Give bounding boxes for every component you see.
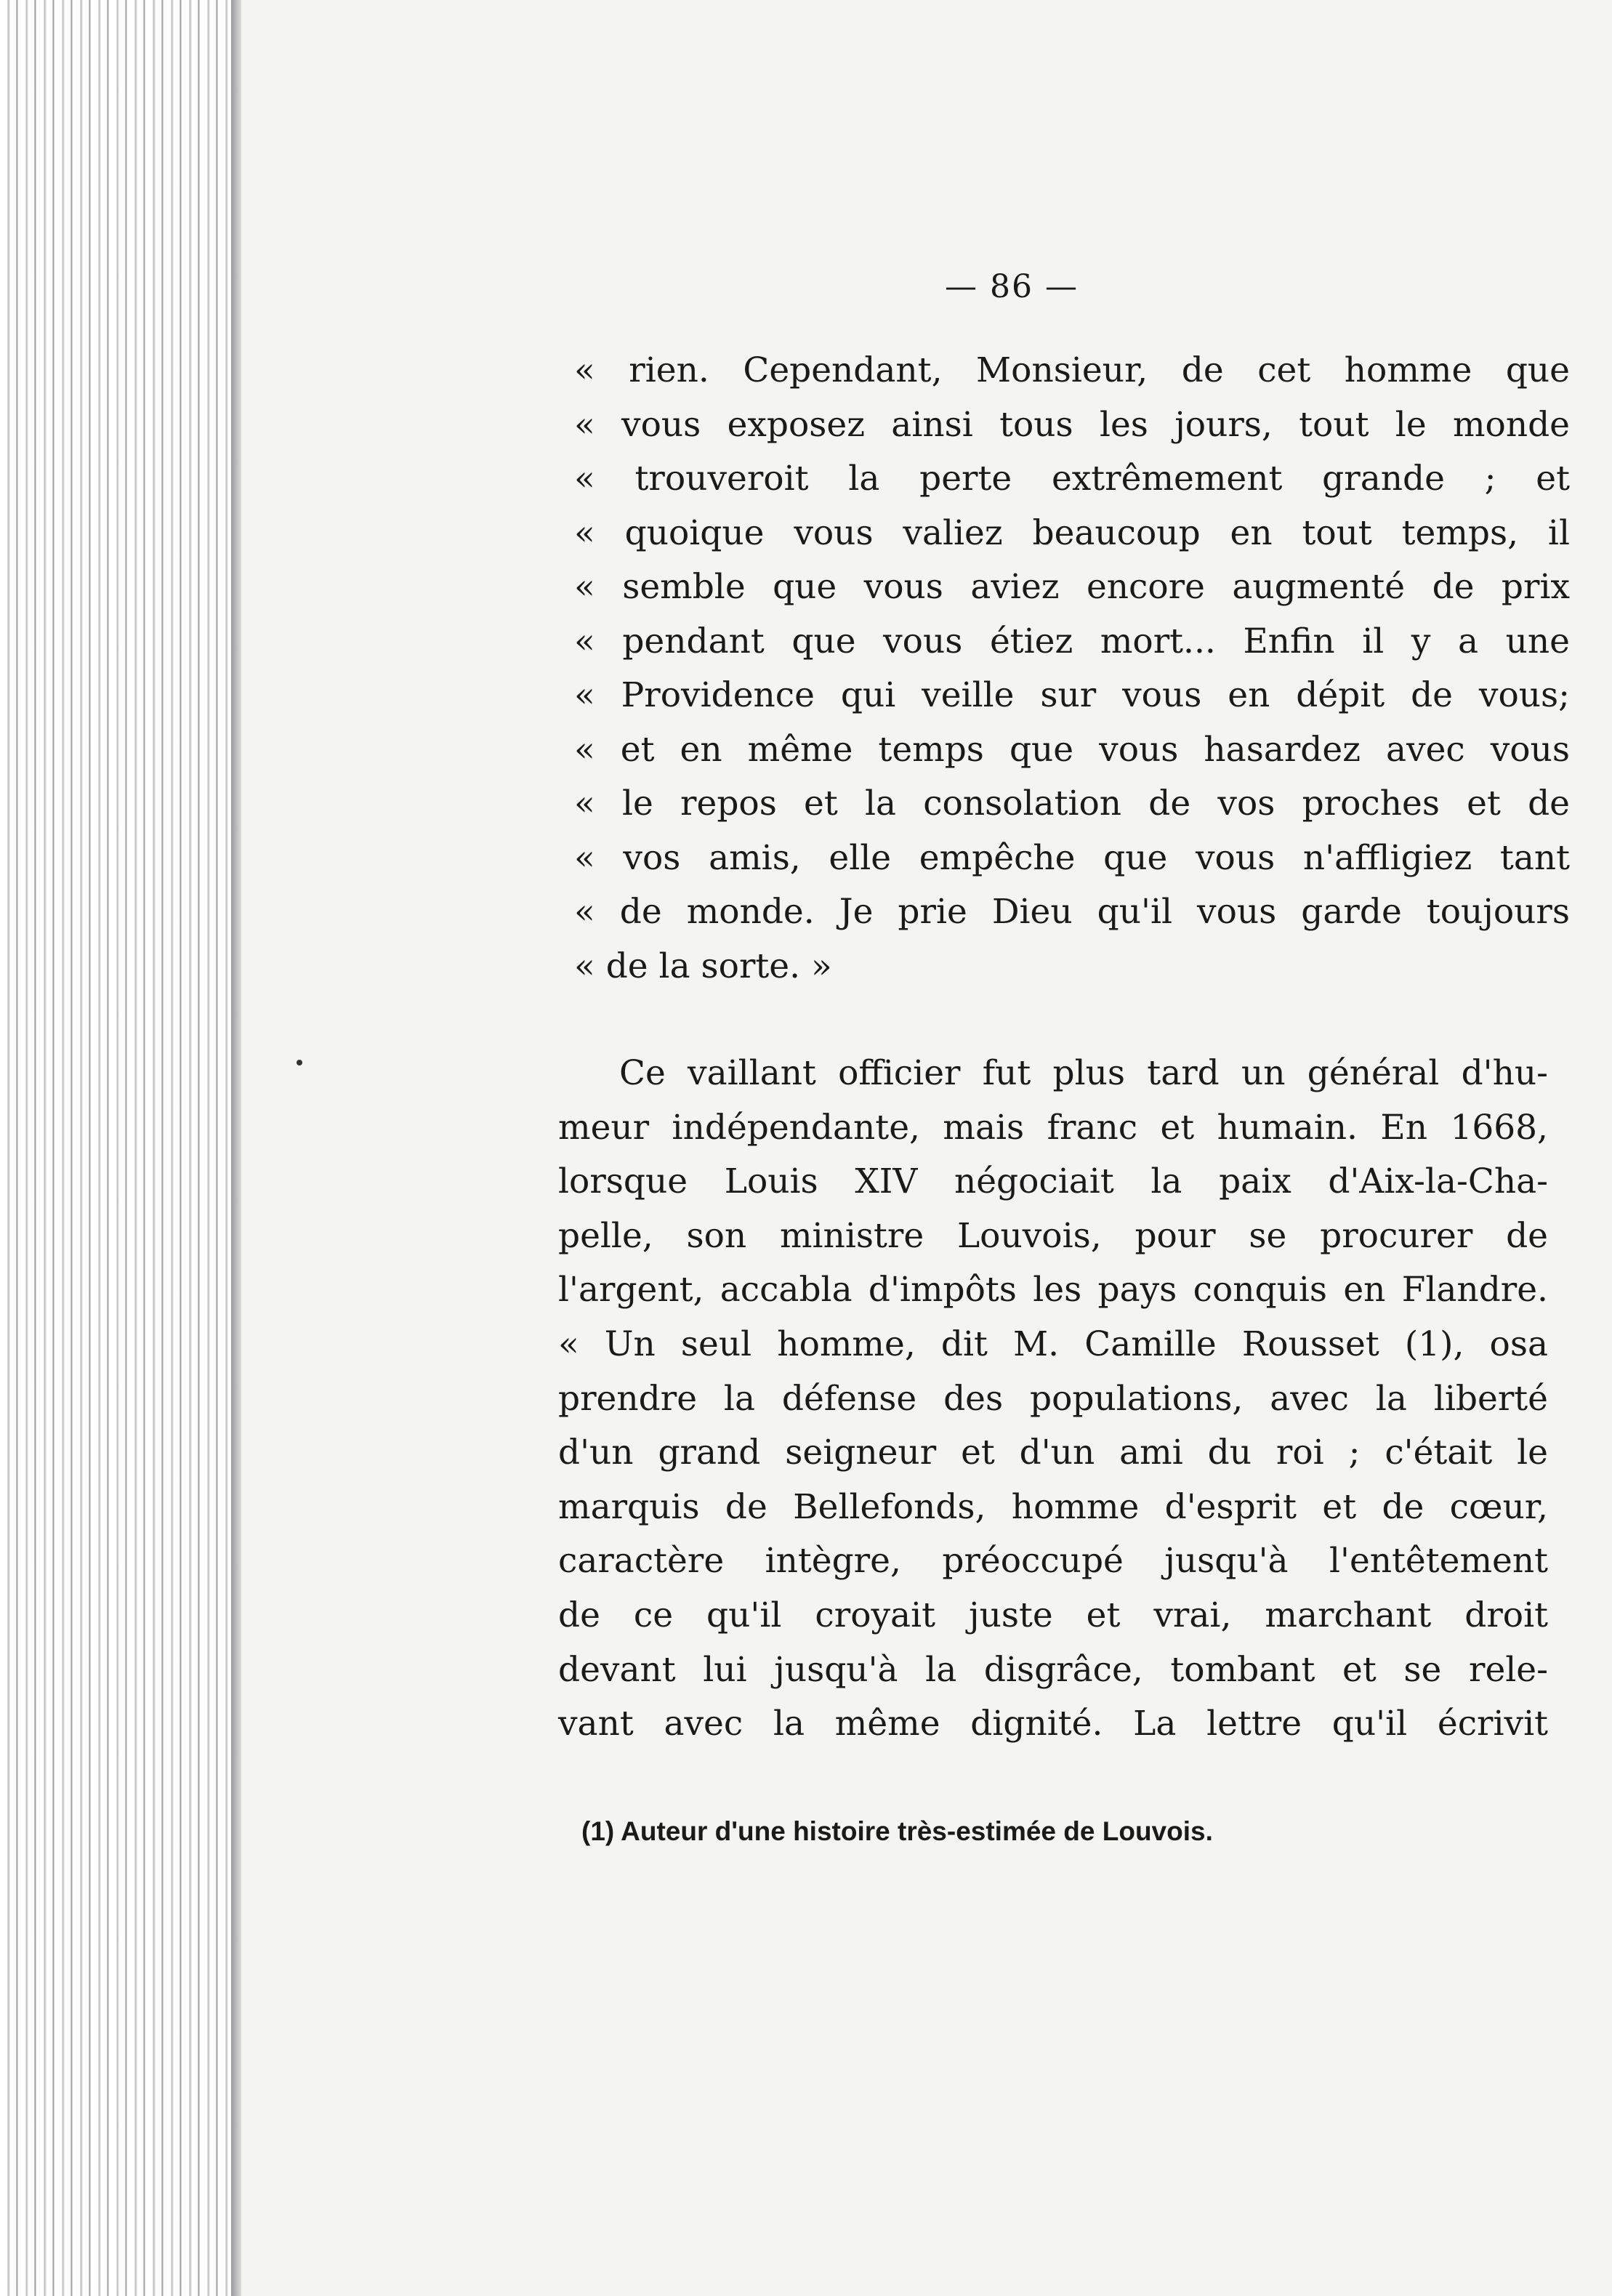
quote-line: « pendant que vous étiez mort... Enfin il y a une bbox=[574, 621, 1570, 661]
body-line: vant avec la même dignité. La lettre qu'il écrivit bbox=[558, 1704, 1548, 1744]
body-line: Ce vaillant officier fut plus tard un général d'hu- bbox=[619, 1053, 1548, 1093]
quote-line: « rien. Cependant, Monsieur, de cet homme que bbox=[574, 350, 1570, 390]
quote-line: « et en même temps que vous hasardez avec vous bbox=[574, 729, 1570, 770]
quote-line: « le repos et la consolation de vos proches et de bbox=[574, 784, 1570, 823]
quote-line: « quoique vous valiez beaucoup en tout temps, il bbox=[574, 512, 1570, 553]
body-line: pelle, son ministre Louvois, pour se procurer de bbox=[558, 1215, 1548, 1256]
quote-line: « vos amis, elle empêche que vous n'affligiez tant bbox=[574, 837, 1570, 878]
body-line: l'argent, accabla d'impôts les pays conquis en Flandre. bbox=[558, 1270, 1548, 1310]
page-number: — 86 — bbox=[945, 268, 1079, 305]
body-line: caractère intègre, préoccupé jusqu'à l'entêtement bbox=[558, 1541, 1548, 1582]
quote-line: « Providence qui veille sur vous en dépit de vous; bbox=[574, 675, 1570, 715]
quotation-block bbox=[574, 344, 1570, 994]
footnote: (1) Auteur d'une histoire très-estimée de Louvois. bbox=[581, 1816, 1213, 1846]
body-line: d'un grand seigneur et d'un ami du roi ; c'était le bbox=[558, 1433, 1548, 1473]
quote-line: « de la sorte. » bbox=[574, 946, 832, 986]
quote-line: « de monde. Je prie Dieu qu'il vous garde toujours bbox=[574, 892, 1570, 932]
body-line: devant lui jusqu'à la disgrâce, tombant et se rele- bbox=[558, 1649, 1548, 1690]
gutter-edge bbox=[231, 0, 241, 2296]
body-line: marquis de Bellefonds, homme d'esprit et de cœur, bbox=[558, 1486, 1548, 1527]
margin-dot bbox=[297, 1060, 302, 1066]
body-paragraph bbox=[558, 1047, 1548, 1752]
body-line: « Un seul homme, dit M. Camille Rousset (1), osa bbox=[558, 1324, 1548, 1364]
quote-line: « vous exposez ainsi tous les jours, tout le monde bbox=[574, 404, 1570, 445]
body-line: prendre la défense des populations, avec la liberté bbox=[558, 1378, 1548, 1419]
quote-line: « semble que vous aviez encore augmenté de prix bbox=[574, 567, 1570, 607]
body-line: lorsque Louis XIV négociait la paix d'Aix-la-Cha- bbox=[558, 1161, 1548, 1202]
book-gutter bbox=[0, 0, 240, 2296]
body-line: meur indépendante, mais franc et humain. En 1668, bbox=[558, 1107, 1548, 1148]
body-line: de ce qu'il croyait juste et vrai, marchant droit bbox=[558, 1595, 1548, 1635]
quote-line: « trouveroit la perte extrêmement grande ; et bbox=[574, 459, 1570, 499]
